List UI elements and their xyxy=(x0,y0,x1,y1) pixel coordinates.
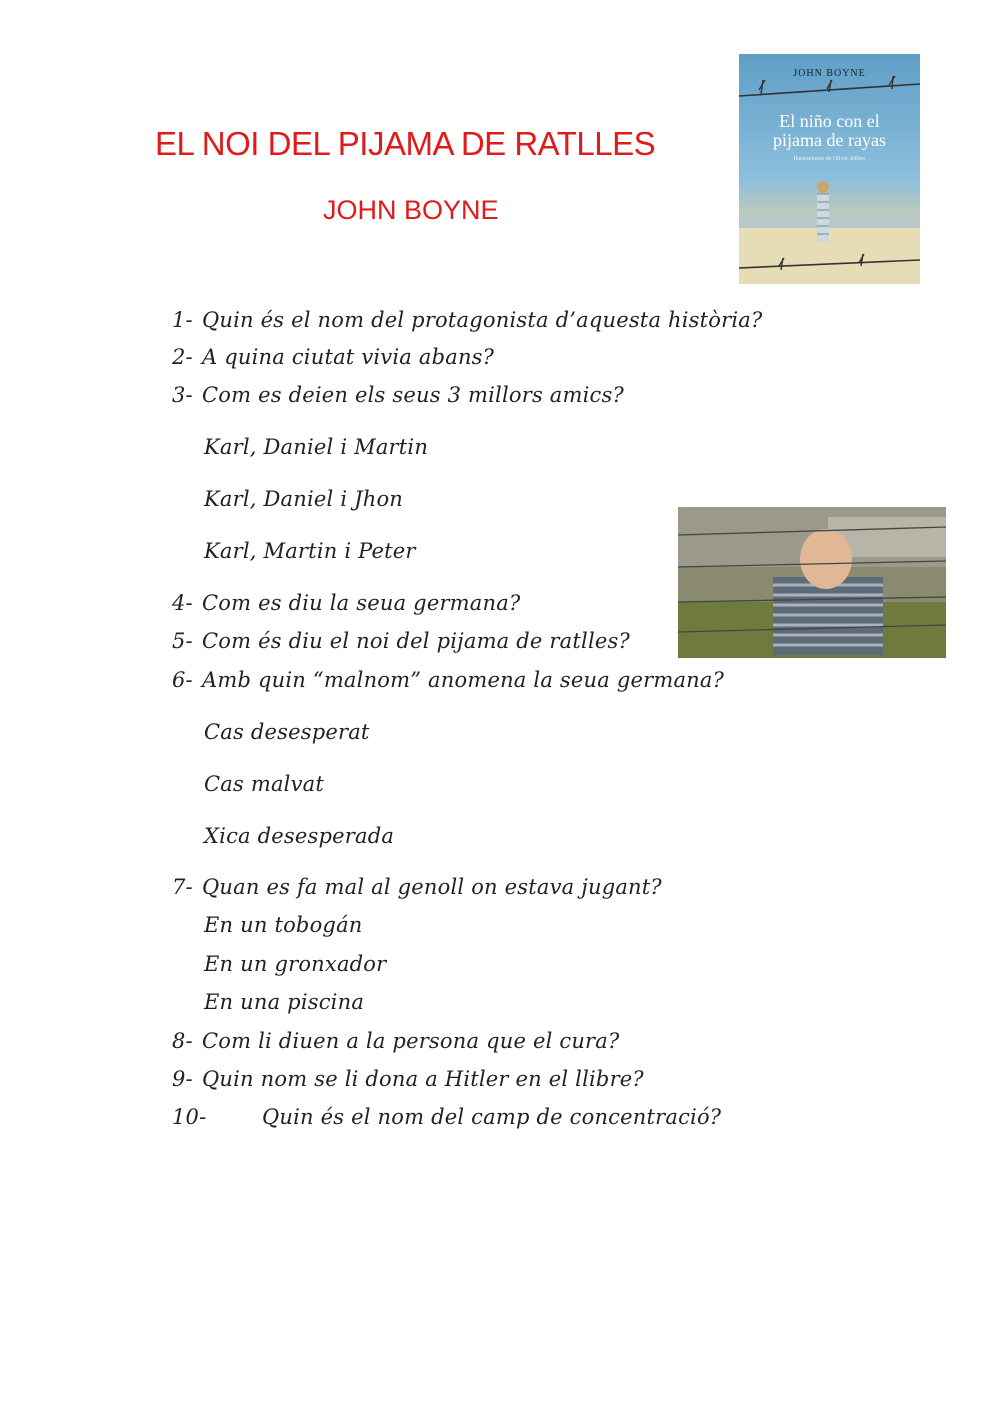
question-4: 4- Com es diu la seua germana? xyxy=(172,591,521,615)
q6-option-2[interactable]: Cas malvat xyxy=(204,772,325,796)
barbed-wire-illustration xyxy=(739,54,920,284)
q3-option-3[interactable]: Karl, Martin i Peter xyxy=(204,539,416,563)
q6-option-3[interactable]: Xica desesperada xyxy=(204,824,395,848)
question-1: 1- Quin és el nom del protagonista d’aquesta història? xyxy=(172,308,763,332)
book-cover-image xyxy=(739,54,920,284)
q7-option-1[interactable]: En un tobogán xyxy=(204,913,363,937)
question-2: 2- A quina ciutat vivia abans? xyxy=(172,345,495,369)
book-author: JOHN BOYNE xyxy=(323,195,499,225)
q3-option-1[interactable]: Karl, Daniel i Martin xyxy=(204,435,429,459)
cover-author: JOHN BOYNE xyxy=(793,68,866,79)
boy-behind-fence-photo xyxy=(678,507,946,658)
cover-title-line2: pijama de rayas xyxy=(773,130,886,150)
cover-title xyxy=(745,112,914,150)
question-3: 3- Com es deien els seus 3 millors amics? xyxy=(172,383,624,407)
cover-title-line1: El niño con el xyxy=(779,111,880,131)
q6-option-1[interactable]: Cas desesperat xyxy=(204,720,370,744)
q3-option-2[interactable]: Karl, Daniel i Jhon xyxy=(204,487,404,511)
question-9: 9- Quin nom se li dona a Hitler en el llibre? xyxy=(172,1067,644,1091)
question-5: 5- Com és diu el noi del pijama de ratlles? xyxy=(172,629,630,653)
question-6: 6- Amb quin “malnom” anomena la seua germana? xyxy=(172,668,725,692)
q7-option-2[interactable]: En un gronxador xyxy=(204,952,387,976)
cover-subtitle: Ilustraciones de Oliver Jeffers xyxy=(793,156,866,162)
question-7: 7- Quan es fa mal al genoll on estava jugant? xyxy=(172,875,662,899)
page-title: EL NOI DEL PIJAMA DE RATLLES xyxy=(155,125,656,162)
question-10: 10- Quin és el nom del camp de concentració? xyxy=(172,1105,722,1129)
question-8: 8- Com li diuen a la persona que el cura? xyxy=(172,1029,620,1053)
q7-option-3[interactable]: En una piscina xyxy=(204,990,365,1014)
